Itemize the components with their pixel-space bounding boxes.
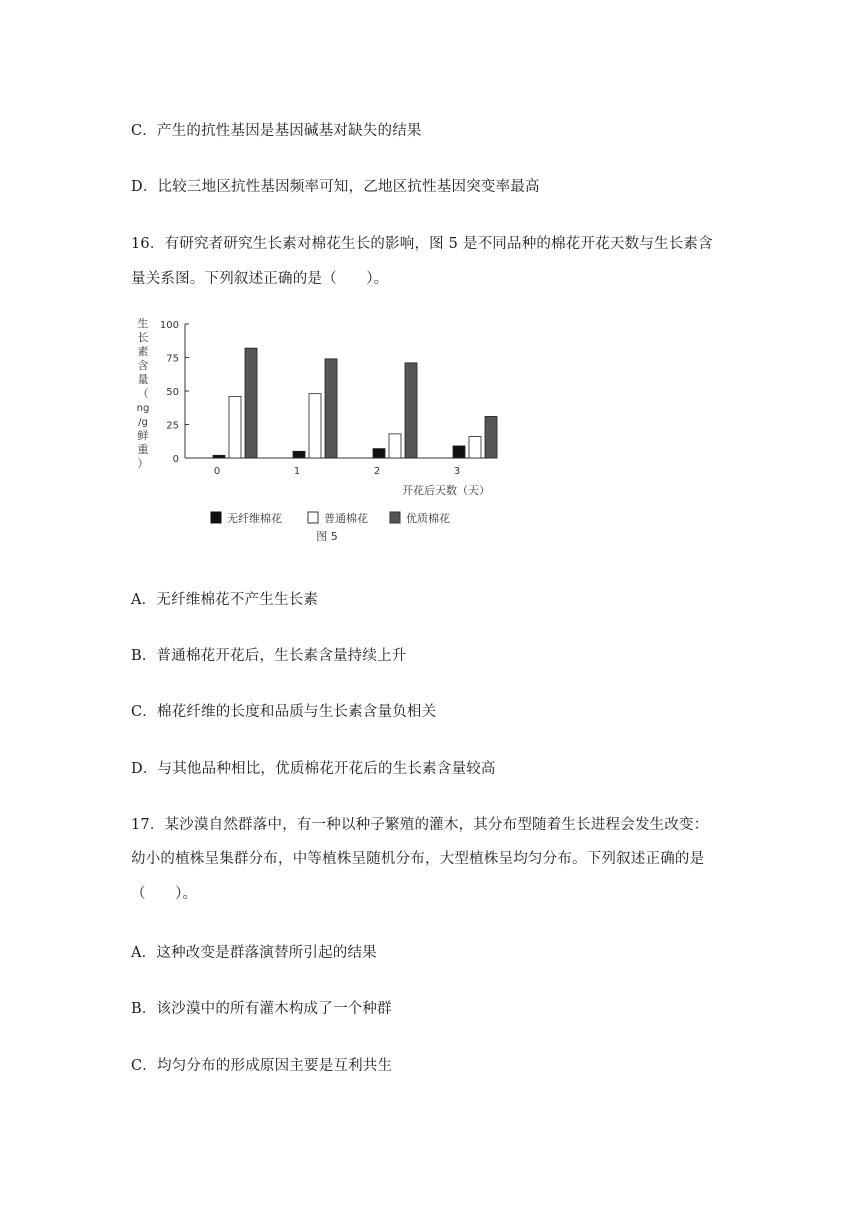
legend-swatch-no-fiber: [211, 512, 221, 523]
bar-normal-day-0: [229, 396, 241, 458]
y-axis-label-char: 生: [137, 317, 149, 330]
figure-caption: 图 5: [316, 530, 338, 543]
legend-swatch-normal: [308, 512, 318, 523]
bar-normal-day-2: [389, 434, 401, 458]
question-17-line-2: 幼小的植株呈集群分布，中等植株呈随机分布，大型植株呈均匀分布。下列叙述正确的是: [131, 851, 705, 867]
bar-no-fiber-day-0: [213, 455, 225, 458]
x-tick-label: 3: [453, 466, 461, 477]
figure-5: [125, 310, 505, 550]
option-15d: D．比较三地区抗性基因频率可知，乙地区抗性基因突变率最高: [131, 179, 540, 195]
y-axis-label-char: 鲜: [137, 429, 149, 442]
y-tick-label: 75: [166, 353, 179, 365]
option-16a: A．无纤维棉花不产生生长素: [131, 592, 319, 608]
growth-hormone-bar-chart: [125, 310, 505, 550]
question-16-line-1: 16．有研究者研究生长素对棉花生长的影响，图 5 是不同品种的棉花开花天数与生长素含: [131, 236, 713, 252]
option-16d: D．与其他品种相比，优质棉花开花后的生长素含量较高: [131, 761, 496, 777]
y-tick-label: 50: [166, 387, 179, 398]
bar-premium-day-0: [245, 348, 257, 458]
bar-premium-day-2: [405, 363, 417, 458]
y-axis-label-char: 含: [137, 359, 149, 372]
bar-normal-day-1: [309, 394, 321, 458]
y-axis-label-char: 素: [137, 345, 149, 358]
y-axis-label-char: 长: [137, 331, 149, 344]
option-17b: B．该沙漠中的所有灌木构成了一个种群: [131, 1001, 392, 1017]
question-17-line-1: 17．某沙漠自然群落中，有一种以种子繁殖的灌木，其分布型随着生长进程会发生改变：: [131, 817, 709, 833]
y-axis-label-char: 重: [137, 443, 149, 456]
x-tick-label: 0: [213, 466, 221, 477]
bar-normal-day-3: [469, 437, 481, 458]
y-axis-label-char: 量: [137, 373, 149, 386]
bar-premium-day-1: [325, 359, 337, 458]
legend-label-no-fiber: 无纤维棉花: [227, 512, 282, 525]
option-15c: C．产生的抗性基因是基因碱基对缺失的结果: [131, 123, 422, 139]
x-tick-label: 1: [293, 466, 301, 477]
plot-area: [160, 320, 497, 477]
x-tick-label: 2: [373, 466, 381, 477]
y-axis-label-char: （: [137, 387, 149, 400]
option-16c: C．棉花纤维的长度和品质与生长素含量负相关: [131, 704, 437, 720]
x-axis-label: 开花后天数（天）: [402, 484, 490, 497]
y-axis-label-char: ）: [137, 457, 149, 470]
option-17c: C．均匀分布的形成原因主要是互利共生: [131, 1058, 393, 1074]
y-tick-label: 0: [172, 454, 179, 465]
bar-no-fiber-day-1: [293, 451, 305, 458]
question-17-line-3: （ ）。: [131, 886, 198, 902]
legend-label-normal: 普通棉花: [324, 512, 368, 525]
y-tick-label: 100: [159, 320, 179, 331]
legend: [211, 511, 450, 525]
bar-premium-day-3: [485, 416, 497, 458]
y-tick-label: 25: [166, 420, 179, 432]
option-16b: B．普通棉花开花后，生长素含量持续上升: [131, 648, 407, 664]
y-axis-label-char: ng: [136, 403, 150, 414]
legend-label-premium: 优质棉花: [406, 512, 450, 525]
y-axis-title: [137, 316, 150, 470]
bar-no-fiber-day-3: [453, 446, 465, 458]
legend-swatch-premium: [390, 512, 400, 523]
bar-no-fiber-day-2: [373, 449, 385, 458]
question-16-line-2: 量关系图。下列叙述正确的是（ ）。: [131, 271, 389, 287]
option-17a: A．这种改变是群落演替所引起的结果: [131, 945, 377, 961]
y-axis-label-char: /g: [138, 417, 148, 428]
